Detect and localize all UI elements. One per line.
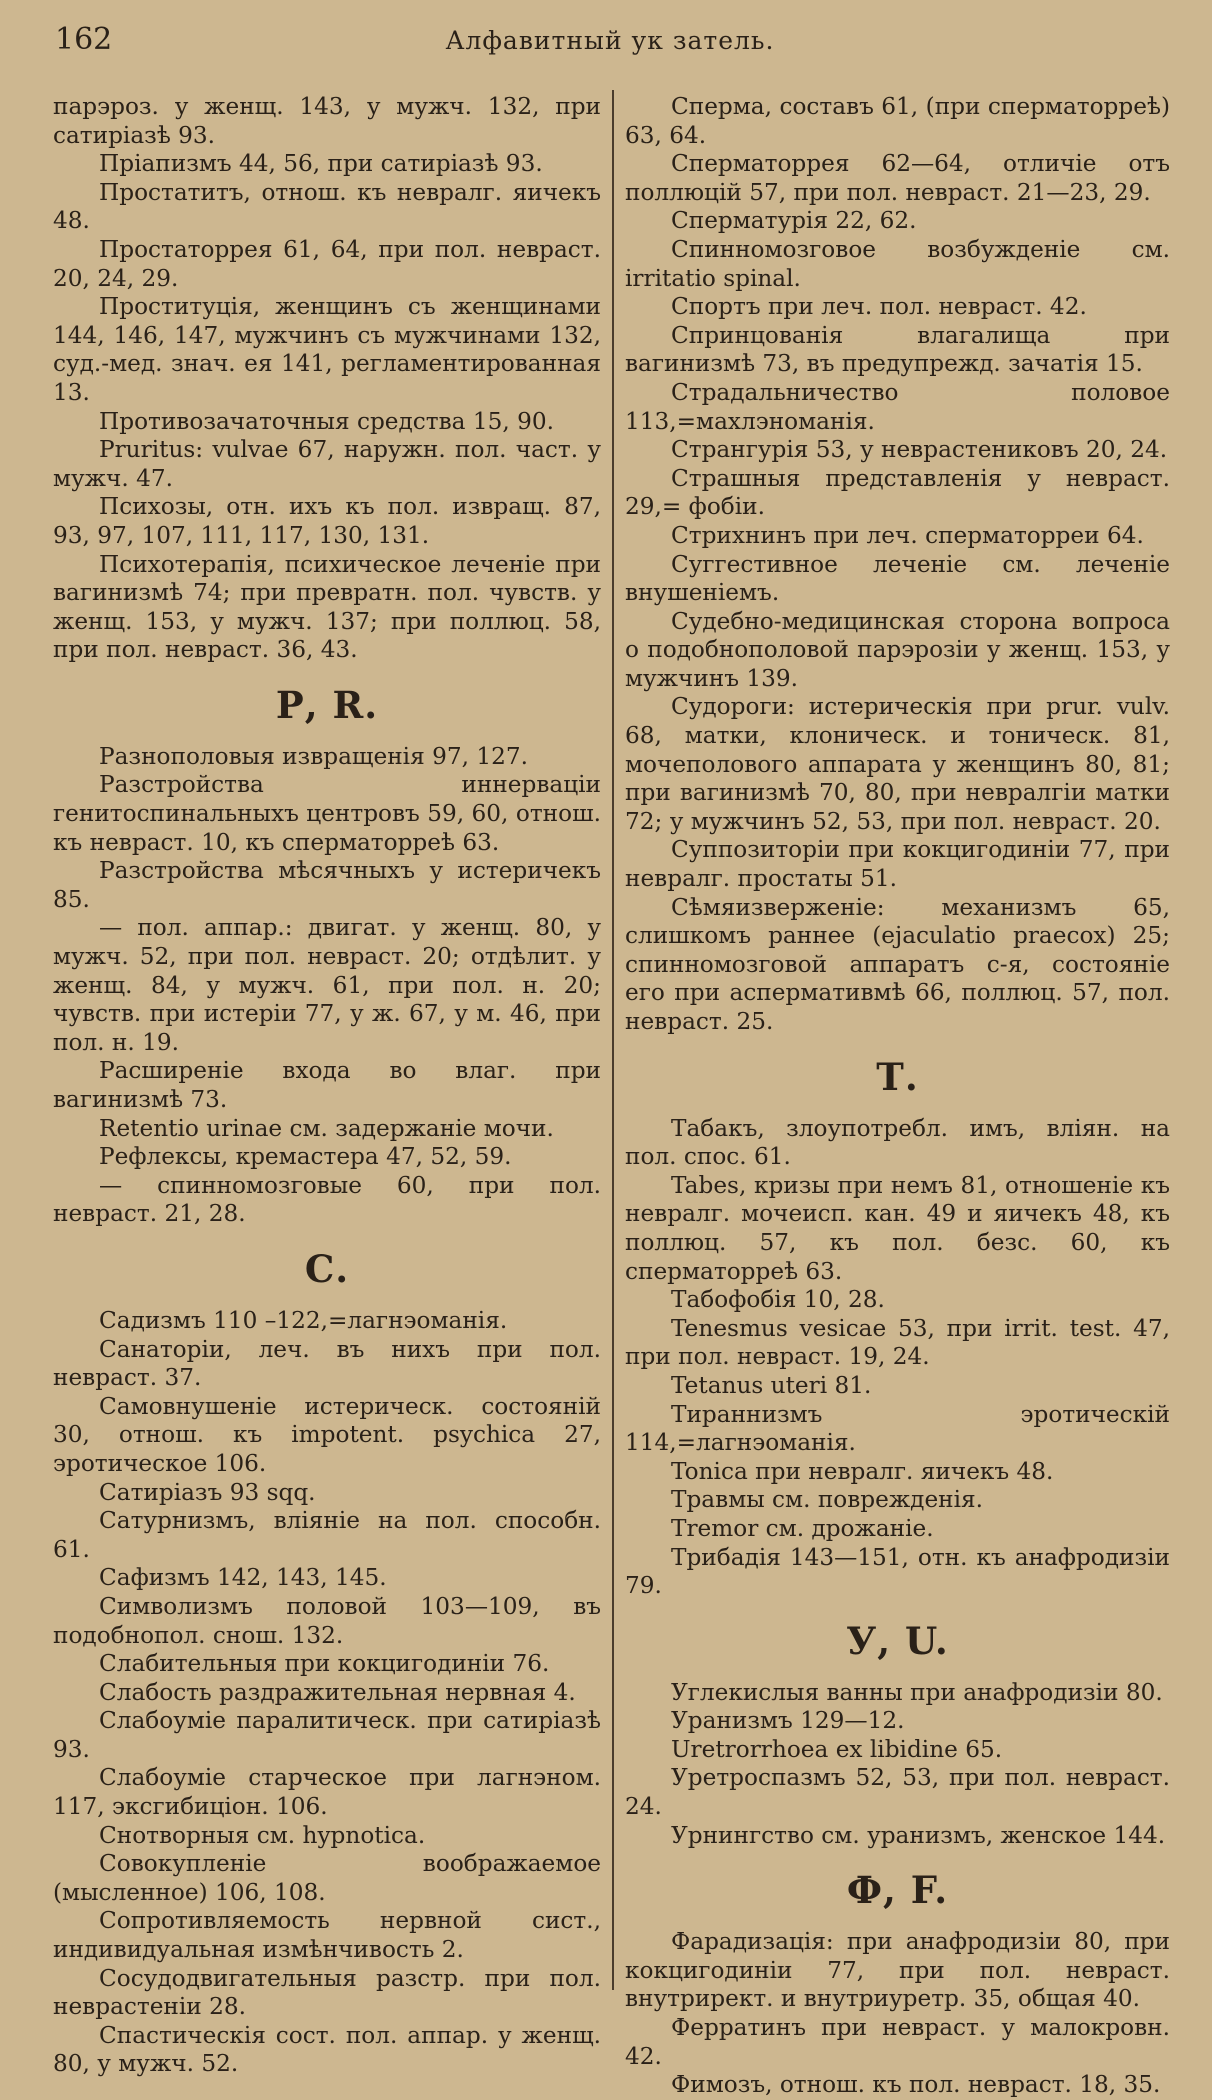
index-entry: Суппозиторіи при кокцигодиніи 77, при невралг. простаты 51. (625, 836, 1170, 893)
index-entry: Фимозъ, отнош. къ пол. невраст. 18, 35. (671, 2071, 1161, 2099)
index-entry: Tetanus uteri 81. (671, 1371, 872, 1399)
index-entry: Символизмъ половой 103—109, въ подобнопол. снош. 132. (53, 1592, 601, 1649)
index-entry: Сперматоррея 62—64, отличіе отъ поллюцій 57, при пол. невраст. 21—23, 29. (625, 150, 1170, 206)
index-entry: Спортъ при леч. пол. невраст. 42. (671, 293, 1087, 321)
index-entry: Фарадизація: при анафродизіи 80, при кокцигодиніи 77, при пол. невраст. внутрирект. и внутриуретр. 35, общая 40. (625, 1928, 1170, 2013)
right-column (625, 93, 1170, 2100)
running-title: Алфавитный ук затель. (445, 26, 775, 55)
index-entry: Психозы, отн. ихъ къ пол. извращ. 87, 93, 97, 107, 111, 117, 130, 131. (53, 493, 601, 549)
index-entry: Сѣмяизверженіе: механизмъ 65, слишкомъ раннее (ejaculatio praecox) 25; спинномозговой аппаратъ с-я, состояніе его при аспермативмѣ 66, поллюц. 57, пол. невраст. 25. (625, 893, 1170, 1035)
index-entry: Слабительныя при кокцигодиніи 76. (99, 1650, 550, 1678)
index-entry: Противозачаточныя средства 15, 90. (99, 407, 554, 435)
index-entry: Сатиріазъ 93 sqq. (99, 1478, 316, 1506)
index-entry: Тираннизмъ эротическій 114,=лагнэоманія. (625, 1400, 1170, 1457)
index-entry: Табофобія 10, 28. (671, 1286, 885, 1314)
index-entry: Судороги: истерическія при prur. vulv. 68, матки, клоническ. и тоническ. 81, мочеполового аппарата у женщинъ 80, 81; при вагинизмѣ 70, 80, при невралгіи матки 72; у мужчинъ 52, 53, при пол. невраст. 20. (625, 693, 1170, 835)
index-entry: Tabes, кризы при немъ 81, отношеніе къ невралг. мочеисп. кан. 49 и яичекъ 48, къ поллюц. 57, къ пол. безс. 60, къ сперматорреѣ 63. (625, 1171, 1170, 1285)
column-divider (612, 90, 614, 1990)
index-entry: Страдальничество половое 113,=махлэноманія. (625, 378, 1170, 435)
index-entry: Садизмъ 110 –122,=лагнэоманія. (99, 1306, 508, 1334)
section-heading-t: Т. (876, 1054, 919, 1099)
index-entry: Судебно-медицинская сторона вопроса о подобнополовой парэрозіи у женщ. 153, у мужчинъ 139. (625, 607, 1170, 692)
left-column (53, 93, 601, 2079)
index-entry: Снотворныя см. hypnotica. (99, 1821, 426, 1849)
section-heading-u: У, U. (846, 1618, 949, 1663)
index-entry: Tremor см. дрожаніе. (671, 1514, 934, 1542)
index-entry: Спинномозговое возбужденіе см. irritatio spinal. (625, 235, 1170, 292)
page-header (55, 22, 1165, 62)
index-entry: Сопротивляемость нервной сист., индивидуальная измѣнчивость 2. (53, 1907, 601, 1964)
index-entry: Психотерапія, психическое леченіе при вагинизмѣ 74; при превратн. пол. чувств. у женщ. 153, у мужч. 137; при поллюц. 58, при пол. невраст. 36, 43. (53, 550, 601, 664)
index-entry: Суггестивное леченіе см. леченіе внушеніемъ. (625, 550, 1170, 607)
index-entry: Сафизмъ 142, 143, 145. (99, 1564, 387, 1592)
index-entry: Расширеніе входа во влаг. при вагинизмѣ 73. (53, 1057, 601, 1113)
index-entry: Разнополовыя извращенія 97, 127. (99, 742, 528, 770)
index-entry: Сосудодвигательныя разстр. при пол. неврастеніи 28. (53, 1964, 601, 2021)
index-entry: Tonica при невралг. яичекъ 48. (671, 1457, 1054, 1485)
index-entry: Pruritus: vulvae 67, наружн. пол. част. у мужч. 47. (53, 436, 601, 492)
index-entry: Спринцованія влагалища при вагинизмѣ 73, въ предупрежд. зачатія 15. (625, 321, 1170, 378)
index-entry: Сатурнизмъ, вліяніе на пол. способн. 61. (53, 1507, 601, 1563)
index-entry: Простатитъ, отнош. къ невралг. яичекъ 48. (53, 178, 601, 235)
index-entry: Разстройства иннерваціи генитоспинальныхъ центровъ 59, 60, отнош. къ невраст. 10, къ сперматорреѣ 63. (53, 771, 601, 856)
index-entry: Сперматурія 22, 62. (671, 207, 917, 235)
section-heading-r: Р, R. (275, 682, 379, 727)
index-entry: Сперма, составъ 61, (при сперматорреѣ) 63, 64. (625, 93, 1170, 149)
index-entry: — пол. аппар.: двигат. у женщ. 80, у мужч. 52, при пол. невраст. 20; отдѣлит. у женщ. 84, у мужч. 61, при пол. н. 20; чувств. при истеріи 77, у ж. 67, у м. 46, при пол. н. 19. (53, 914, 601, 1056)
page-number: 162 (55, 22, 113, 57)
index-entry: Самовнушеніе истерическ. состояній 30, отнош. къ impotent. psychica 27, эротическое 106. (53, 1392, 601, 1477)
index-entry: Стрихнинъ при леч. сперматорреи 64. (671, 521, 1144, 549)
index-entry: Tenesmus vesicae 53, при irrit. test. 47, при пол. невраст. 19, 24. (625, 1314, 1170, 1371)
index-entry: Проституція, женщинъ съ женщинами 144, 146, 147, мужчинъ съ мужчинами 132, суд.-мед. знач. ея 141, регламентированная 13. (53, 293, 601, 406)
index-entry: Спастическія сост. пол. аппар. у женщ. 80, у мужч. 52. (53, 2021, 601, 2078)
index-entry: Uretrorrhoea ex libidine 65. (671, 1735, 1003, 1763)
index-entry: Слабоуміе старческое при лагнэном. 117, эксгибиціон. 106. (53, 1764, 601, 1821)
index-entry: Совокупленіе воображаемое (мысленное) 106, 108. (53, 1850, 601, 1906)
index-entry: Слабость раздражительная нервная 4. (99, 1678, 576, 1706)
section-heading-s: С. (304, 1246, 350, 1291)
index-entry: Страшныя представленія у невраст. 29,= фобіи. (625, 464, 1170, 521)
index-entry: Санаторіи, леч. въ нихъ при пол. невраст. 37. (53, 1335, 601, 1392)
index-entry: Травмы см. поврежденія. (671, 1486, 984, 1514)
index-entry: Разстройства мѣсячныхъ у истеричекъ 85. (53, 857, 601, 913)
index-entry: Трибадія 143—151, отн. къ анафродизіи 79. (625, 1543, 1170, 1600)
index-entry: Странгурія 53, у неврастениковъ 20, 24. (671, 436, 1168, 464)
index-entry: Уретроспазмъ 52, 53, при пол. невраст. 24. (625, 1764, 1170, 1821)
index-entry: Рефлексы, кремастера 47, 52, 59. (99, 1143, 512, 1171)
index-entry: Урнингство см. уранизмъ, женское 144. (671, 1821, 1166, 1849)
index-entry: парэроз. у женщ. 143, у мужч. 132, при сатиріазѣ 93. (53, 93, 601, 149)
index-entry: Пріапизмъ 44, 56, при сатиріазѣ 93. (99, 150, 543, 178)
section-heading-f: Ф, F. (846, 1868, 949, 1913)
index-entry: Уранизмъ 129—12. (671, 1707, 905, 1735)
index-entry: Слабоуміе паралитическ. при сатиріазѣ 93. (53, 1707, 601, 1763)
index-entry: Retentio urinae см. задержаніе мочи. (99, 1114, 554, 1142)
index-entry: — спинномозговые 60, при пол. невраст. 21, 28. (53, 1171, 601, 1228)
index-entry: Табакъ, злоупотребл. имъ, вліян. на пол. спос. 61. (625, 1114, 1170, 1171)
index-entry: Углекислыя ванны при анафродизіи 80. (671, 1678, 1163, 1706)
index-entry: Простаторрея 61, 64, при пол. невраст. 20, 24, 29. (53, 235, 601, 292)
index-entry: Ферратинъ при невраст. у малокровн. 42. (625, 2014, 1170, 2070)
